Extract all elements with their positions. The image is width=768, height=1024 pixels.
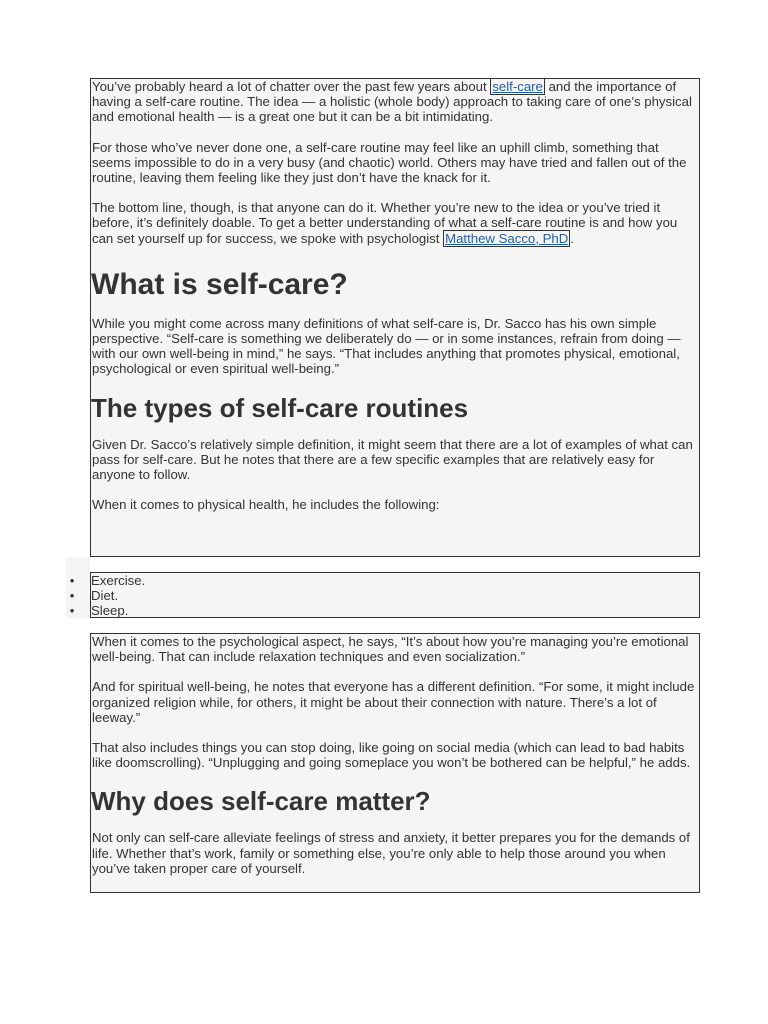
section3-paragraph-4: Not only can self-care alleviate feelings of stress and anxiety, it better prepares you for the demands of life. Whether that’s work, family or something else, you’re only able to help those around you when you’ve taken proper care of yourself.	[92, 830, 690, 876]
heading-what-is-self-care: What is self-care?	[91, 267, 348, 301]
bullet-icon: •	[69, 588, 75, 603]
list-item	[69, 603, 699, 618]
article-section-intro	[90, 78, 700, 557]
list-item-text: Sleep.	[91, 603, 129, 618]
section2-paragraph-1: Given Dr. Sacco’s relatively simple definition, it might seem that there are a lot of examples of what can pass for self-care. But he notes that there are a few specific examples that are relatively easy for anyone to follow.	[92, 436, 693, 483]
intro-text: .	[570, 230, 574, 246]
heading-types-of-self-care: The types of self-care routines	[91, 392, 469, 423]
heading-why-self-care-matters: Why does self-care matter?	[91, 786, 431, 817]
intro-text: You’ve probably heard a lot of chatter over the past few years about	[92, 79, 491, 94]
section1-paragraph: While you might come across many definitions of what self-care is, Dr. Sacco has his own simple perspective. “Self-care is something we deliberately do — or in some instances, refrain from doing — with our own well-being in mind,” he says. “That includes anything that promotes physical, emotional, psychological or even spiritual well-being.”	[92, 315, 681, 377]
list-item	[69, 588, 699, 603]
physical-health-list-box	[69, 572, 700, 618]
section3-paragraph-2: And for spiritual well-being, he notes that everyone has a different definition. “For some, it might include organized religion while, for others, it might be about their connection with nature. There’s a lot of leeway.”	[92, 679, 695, 725]
intro-paragraph-3	[91, 200, 699, 246]
section2-paragraph-2: When it comes to physical health, he includes the following:	[92, 497, 440, 513]
physical-health-list	[69, 573, 699, 618]
self-care-link[interactable]: self-care	[492, 79, 543, 94]
list-item-text: Exercise.	[91, 573, 146, 588]
section3-paragraph-1: When it comes to the psychological aspect, he says, “It’s about how you’re managing you’re emotional well-being. That can include relaxation techniques and even socialization.”	[92, 634, 689, 665]
list-item-text: Diet.	[91, 588, 119, 603]
bullet-icon: •	[69, 573, 75, 588]
list-item	[69, 573, 699, 588]
article-section-continued	[90, 633, 700, 893]
intro-paragraph-2: For those who’ve never done one, a self-care routine may feel like an uphill climb, something that seems impossible to do in a very busy (and chaotic) world. Others may have tried and fallen out of the routine, leaving them feeling like they just don’t have the knack for it.	[92, 139, 687, 186]
intro-text: The bottom line, though, is that anyone can do it. Whether you’re new to the idea or you’ve tried it before, it’s definitely doable. To get a better understanding of what a self-care routine is and how you can set yourself up for success, we spoke with psychologist	[92, 200, 678, 246]
intro-paragraph-1	[91, 79, 699, 125]
bullet-icon: •	[69, 603, 75, 618]
matthew-sacco-link[interactable]: Matthew Sacco, PhD	[445, 230, 569, 246]
intro-text: and the importance of having a self-care routine. The idea — a holistic (whole body) approach to taking care of one’s physical and emotional health — is a great one but it can be a bit intimidating.	[92, 79, 692, 125]
section3-paragraph-3: That also includes things you can stop doing, like going on social media (which can lead to bad habits like doomscrolling). “Unplugging and going someplace you won’t be bothered can be helpful,” he adds.	[92, 740, 691, 771]
